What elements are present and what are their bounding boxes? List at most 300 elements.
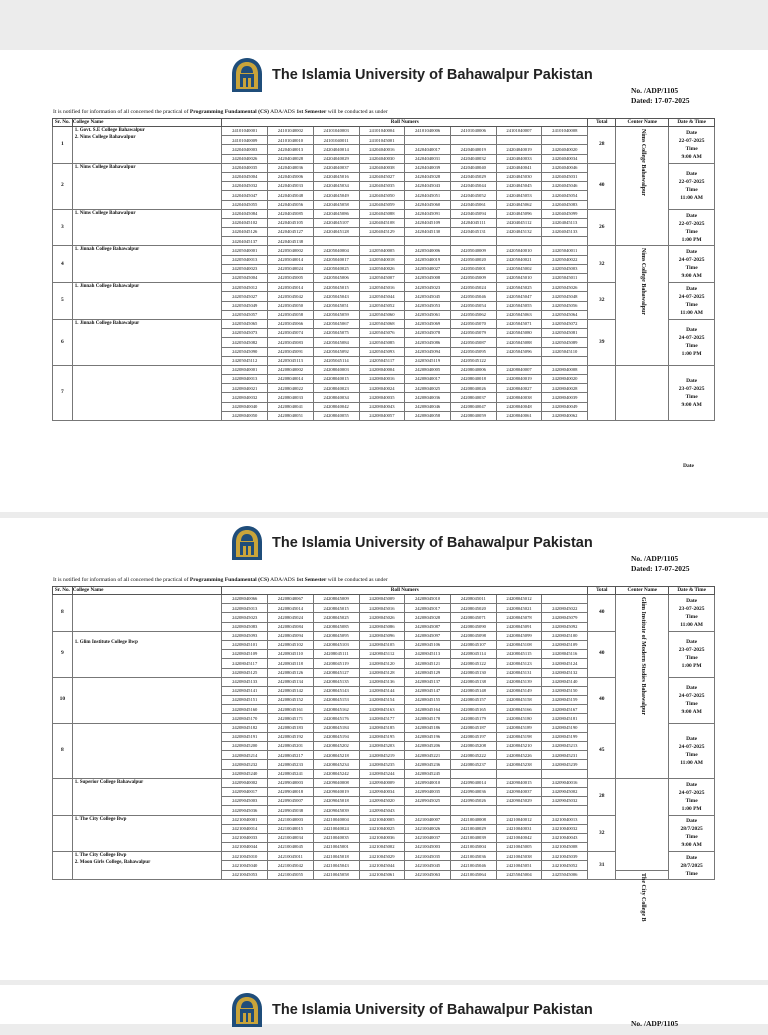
roll-number-cell: 24204045088 bbox=[359, 209, 405, 218]
roll-number-cell: 24208040049 bbox=[542, 402, 588, 411]
roll-number-cell: 24208045147 bbox=[405, 686, 451, 695]
roll-number-cell: 24209040016 bbox=[542, 778, 588, 787]
roll-number-cell: 24208045014 bbox=[268, 604, 314, 613]
roll-number-cell: 24208045241 bbox=[268, 769, 314, 778]
roll-number-cell: 24208040038 bbox=[496, 393, 542, 402]
roll-number-cell: 24208040047 bbox=[450, 402, 496, 411]
roll-number-cell: 24205045073 bbox=[222, 329, 268, 338]
roll-number-cell: 24205045014 bbox=[268, 283, 314, 292]
roll-number-cell: 24209045007 bbox=[268, 797, 314, 806]
roll-number-cell bbox=[496, 356, 542, 365]
roll-number-cell: 24209040035 bbox=[405, 787, 451, 796]
college-name-cell bbox=[72, 677, 222, 723]
roll-number-cell: 24210045011 bbox=[268, 852, 314, 861]
roll-number-cell: 24205045027 bbox=[222, 292, 268, 301]
roll-number-cell: 24204045138 bbox=[268, 237, 314, 246]
roll-number-cell: 24208040048 bbox=[496, 402, 542, 411]
roll-number-cell: 24101040004 bbox=[359, 127, 405, 136]
roll-number-cell: 24210040035 bbox=[313, 833, 359, 842]
roll-number-cell: 24208045119 bbox=[313, 659, 359, 668]
roll-number-cell bbox=[313, 237, 359, 246]
roll-number-cell: 24208040026 bbox=[450, 384, 496, 393]
roll-number-cell: 24209040036 bbox=[450, 787, 496, 796]
roll-number-cell: 24205045117 bbox=[359, 356, 405, 365]
roll-number-cell: 24204040034 bbox=[542, 154, 588, 163]
roll-number-cell: 24208045016 bbox=[359, 604, 405, 613]
roll-number-cell: 24208040008 bbox=[542, 365, 588, 374]
roll-number-cell: 24208045022 bbox=[542, 604, 588, 613]
roll-number-cell: 24208045234 bbox=[313, 760, 359, 769]
roll-number-cell: 24208045135 bbox=[313, 677, 359, 686]
table-header-row bbox=[53, 119, 715, 127]
roll-number-cell: 24205045110 bbox=[542, 347, 588, 356]
roll-number-cell: 24205045071 bbox=[496, 319, 542, 328]
roll-number-cell: 24208045177 bbox=[359, 714, 405, 723]
roll-number-cell: 24208040019 bbox=[496, 375, 542, 384]
notice-text: It is notified for information of all concerned the practical of Programming Fundamental (CS) ADA/ADS 1st Semester will be conducted as under bbox=[53, 577, 388, 583]
roll-number-cell: 24205045051 bbox=[313, 301, 359, 310]
total-cell: 40 bbox=[588, 631, 616, 677]
roll-number-cell: 24204045099 bbox=[542, 209, 588, 218]
roll-number-cell bbox=[450, 136, 496, 145]
roll-number-cell: 24208045101 bbox=[222, 640, 268, 649]
roll-number-cell: 24208045210 bbox=[496, 742, 542, 751]
date-time-cell: Date 24-07-2025 Time 9:00 AM bbox=[669, 246, 715, 283]
roll-number-cell: 24208045171 bbox=[268, 714, 314, 723]
roll-number-cell: 24208045191 bbox=[222, 732, 268, 741]
roll-number-cell: 24208040014 bbox=[268, 375, 314, 384]
roll-number-cell: 24208045132 bbox=[542, 668, 588, 677]
roll-number-cell: 24205045083 bbox=[268, 338, 314, 347]
roll-number-cell: 24208045217 bbox=[268, 751, 314, 760]
roll-number-cell: 24204040037 bbox=[313, 163, 359, 172]
roll-number-cell: 24208040006 bbox=[450, 365, 496, 374]
roll-number-cell bbox=[542, 356, 588, 365]
roll-number-cell: 24204040029 bbox=[313, 154, 359, 163]
roll-number-cell: 24208040055 bbox=[313, 411, 359, 420]
sr-no-cell: 10 bbox=[53, 677, 73, 723]
roll-number-cell: 24208045013 bbox=[222, 604, 268, 613]
center-name-label: The City College B bbox=[640, 872, 646, 922]
roll-number-cell: 24205045049 bbox=[222, 301, 268, 310]
roll-number-cell: 24209045020 bbox=[359, 797, 405, 806]
roll-number-cell: 24208045091 bbox=[496, 622, 542, 631]
college-name-cell: 1. The City College Bwp 2. Moon Girls College, Bahawalpur bbox=[72, 852, 222, 880]
roll-number-cell: 24205045072 bbox=[542, 319, 588, 328]
roll-number-cell: 24210040024 bbox=[313, 824, 359, 833]
roll-number-cell: 24210045042 bbox=[268, 861, 314, 870]
document-page bbox=[0, 50, 768, 512]
reference-number: No. /ADP/1105 bbox=[631, 86, 679, 95]
roll-number-cell: 24208045157 bbox=[450, 696, 496, 705]
roll-number-cell: 24205045015 bbox=[313, 283, 359, 292]
document-page bbox=[0, 985, 768, 1028]
reference-block bbox=[631, 554, 690, 573]
roll-number-cell: 24209040010 bbox=[405, 778, 451, 787]
roll-number-cell: 24205045057 bbox=[222, 310, 268, 319]
date-time-header: Date & Time bbox=[669, 587, 715, 595]
roll-number-cell: 24208045109 bbox=[222, 650, 268, 659]
roll-number-cell: 24204045027 bbox=[359, 172, 405, 181]
roll-number-cell: 24208045087 bbox=[405, 622, 451, 631]
roll-number-cell: 24208045106 bbox=[405, 640, 451, 649]
roll-number-cell: 24204045109 bbox=[405, 218, 451, 227]
roll-number-cell: 24204045043 bbox=[405, 182, 451, 191]
roll-number-cell: 24208045084 bbox=[268, 622, 314, 631]
roll-number-cell: 24208045024 bbox=[268, 613, 314, 622]
roll-number-cell: 24208045186 bbox=[405, 723, 451, 732]
roll-number-cell: 24208040003 bbox=[313, 365, 359, 374]
roll-number-cell: 24204045096 bbox=[496, 209, 542, 218]
roll-number-cell: 24210045008 bbox=[542, 843, 588, 852]
roll-number-cell: 24209040002 bbox=[222, 778, 268, 787]
roll-number-cell: 24204040019 bbox=[496, 145, 542, 154]
reference-number: No. /ADP/1105 bbox=[631, 1019, 679, 1028]
roll-number-cell: 24204040017 bbox=[405, 145, 451, 154]
table-header-row bbox=[53, 587, 715, 595]
roll-number-cell: 24204045085 bbox=[268, 209, 314, 218]
total-cell: 32 bbox=[588, 815, 616, 852]
roll-number-cell: 24205040006 bbox=[405, 246, 451, 255]
roll-number-cell: 24209045043 bbox=[359, 806, 405, 815]
roll-number-cell: 24204045084 bbox=[222, 209, 268, 218]
roll-number-cell: 24208040035 bbox=[359, 393, 405, 402]
roll-number-cell: 24204040035 bbox=[222, 163, 268, 172]
roll-number-cell: 24209045025 bbox=[405, 797, 451, 806]
roll-number-cell: 24205045005 bbox=[268, 274, 314, 283]
total-cell: 32 bbox=[588, 246, 616, 283]
roll-number-cell: 24205045023 bbox=[405, 283, 451, 292]
roll-number-cell: 24204045060 bbox=[405, 200, 451, 209]
table-row bbox=[53, 365, 715, 374]
course-name: Programming Fundamental (CS) bbox=[189, 109, 269, 115]
roll-number-cell: 24209040015 bbox=[496, 778, 542, 787]
college-name-cell bbox=[72, 595, 222, 632]
roll-number-cell: 24208040013 bbox=[222, 375, 268, 384]
roll-number-cell bbox=[542, 136, 588, 145]
roll-number-cell: 24208040015 bbox=[313, 375, 359, 384]
roll-number-cell: 24210045043 bbox=[313, 861, 359, 870]
roll-number-cell bbox=[542, 806, 588, 815]
roll-number-cell: 24208045183 bbox=[268, 723, 314, 732]
roll-number-cell: 24208045096 bbox=[359, 631, 405, 640]
roll-number-cell: 24208045120 bbox=[359, 659, 405, 668]
roll-number-cell: 24208045093 bbox=[222, 631, 268, 640]
roll-number-cell: 24204045113 bbox=[542, 218, 588, 227]
total-header: Total bbox=[588, 587, 616, 595]
roll-number-cell bbox=[405, 237, 451, 246]
roll-number-cell: 24210045036 bbox=[450, 852, 496, 861]
roll-number-cell: 24205045085 bbox=[359, 338, 405, 347]
roll-number-cell: 24208045190 bbox=[542, 723, 588, 732]
page-header bbox=[230, 50, 593, 100]
roll-number-cell: 24204040036 bbox=[268, 163, 314, 172]
date-time-cell: Date 23-07-2025 Time 11:00 AM bbox=[669, 595, 715, 632]
roll-number-cell: 24205040005 bbox=[359, 246, 405, 255]
roll-number-cell: 24205040009 bbox=[450, 246, 496, 255]
roll-number-cell: 24208045236 bbox=[405, 760, 451, 769]
roll-number-cell: 24204045004 bbox=[222, 172, 268, 181]
roll-number-cell: 24205045053 bbox=[405, 301, 451, 310]
roll-number-cell: 24210040012 bbox=[496, 815, 542, 824]
total-cell: 39 bbox=[588, 319, 616, 365]
sr-no-header: Sr. No. bbox=[53, 119, 73, 127]
roll-number-cell: 24208045140 bbox=[542, 677, 588, 686]
roll-number-cell: 24208045105 bbox=[359, 640, 405, 649]
roll-number-cell: 24208045141 bbox=[222, 686, 268, 695]
roll-number-cell: 24209040019 bbox=[313, 787, 359, 796]
table-row bbox=[53, 246, 715, 255]
roll-number-cell: 24204040019 bbox=[450, 145, 496, 154]
roll-number-cell: 24209040003 bbox=[268, 778, 314, 787]
roll-number-cell: 24208045139 bbox=[496, 677, 542, 686]
roll-number-cell: 24205040002 bbox=[268, 246, 314, 255]
roll-number-cell: 24208040040 bbox=[222, 402, 268, 411]
roll-number-cell: 24208045083 bbox=[222, 622, 268, 631]
roll-number-cell: 24205045096 bbox=[496, 347, 542, 356]
roll-number-cell bbox=[359, 237, 405, 246]
roll-number-cell: 24204045055 bbox=[222, 200, 268, 209]
roll-number-cell: 24204045029 bbox=[450, 172, 496, 181]
roll-number-cell: 24208040021 bbox=[222, 384, 268, 393]
roll-number-cell: 24205045063 bbox=[496, 310, 542, 319]
roll-number-cell: 24205045095 bbox=[450, 347, 496, 356]
roll-number-cell: 24210040003 bbox=[268, 815, 314, 824]
roll-number-cell: 24205040017 bbox=[313, 255, 359, 264]
roll-number-cell: 24101040007 bbox=[496, 127, 542, 136]
roll-number-cell: 24209045039 bbox=[313, 806, 359, 815]
center-name-cell bbox=[616, 127, 669, 246]
roll-number-cell: 24210045061 bbox=[359, 870, 405, 879]
roll-number-cell: 24208045115 bbox=[496, 650, 542, 659]
roll-number-cell: 24208040042 bbox=[313, 402, 359, 411]
roll-number-cell: 24101040009 bbox=[222, 136, 268, 145]
college-name-cell: 1. The City College Bwp bbox=[72, 815, 222, 852]
roll-number-cell: 24205040010 bbox=[496, 246, 542, 255]
table-row bbox=[53, 778, 715, 787]
roll-number-cell: 24205045001 bbox=[450, 264, 496, 273]
roll-number-cell: 24205045074 bbox=[268, 329, 314, 338]
roll-number-cell: 24208040022 bbox=[268, 384, 314, 393]
date-time-cell: Date 23-07-2025 Time 9:00 AM bbox=[669, 365, 715, 420]
roll-number-cell: 24208045198 bbox=[496, 732, 542, 741]
roll-number-cell: 24208040067 bbox=[268, 595, 314, 604]
roll-number-cell: 24205045114 bbox=[313, 356, 359, 365]
reference-number: No. /ADP/1105 bbox=[631, 554, 679, 563]
roll-number-cell: 24101040008 bbox=[542, 127, 588, 136]
date-time-cell: Date 22-07-2025 Time 9:00 AM bbox=[669, 127, 715, 164]
roll-number-cell: 24204045129 bbox=[359, 228, 405, 237]
total-cell: 40 bbox=[588, 677, 616, 723]
total-cell: 40 bbox=[588, 595, 616, 632]
roll-number-cell: 24208045071 bbox=[450, 613, 496, 622]
roll-number-cell: 24205040004 bbox=[313, 246, 359, 255]
roll-number-cell: 24205045067 bbox=[313, 319, 359, 328]
roll-number-cell: 24210045002 bbox=[359, 843, 405, 852]
date-label: Date bbox=[683, 463, 694, 469]
roll-number-cell: 24210040001 bbox=[222, 815, 268, 824]
total-cell: 32 bbox=[588, 283, 616, 320]
roll-number-cell: 24208045161 bbox=[268, 705, 314, 714]
roll-number-cell: 24205045024 bbox=[450, 283, 496, 292]
center-name-label: Nims College Bahawalpur bbox=[640, 248, 646, 316]
roll-number-cell: 24210040005 bbox=[359, 815, 405, 824]
date-time-cell: Date 24-07-2025 Time 11:00 AM bbox=[669, 283, 715, 320]
roll-number-cell: 24208045164 bbox=[405, 705, 451, 714]
roll-number-cell: 24208045114 bbox=[450, 650, 496, 659]
roll-number-cell: 24204045053 bbox=[496, 191, 542, 200]
date-time-cell: Date 24-07-2025 Time 1:00 PM bbox=[669, 319, 715, 365]
roll-number-cell: 24208045242 bbox=[313, 769, 359, 778]
roll-number-cell: 24208045176 bbox=[313, 714, 359, 723]
total-cell: 26 bbox=[588, 209, 616, 246]
roll-number-cell: 24208045196 bbox=[405, 732, 451, 741]
center-name-label: Glim Institute of Modern Studies Bahawalpur bbox=[640, 597, 646, 716]
university-logo-icon bbox=[230, 56, 264, 94]
roll-number-cell: 24208045235 bbox=[359, 760, 405, 769]
roll-number-cell: 24205045090 bbox=[222, 347, 268, 356]
roll-number-cell: 24209045026 bbox=[450, 797, 496, 806]
roll-number-cell: 24208045158 bbox=[496, 696, 542, 705]
roll-number-cell: 24208045113 bbox=[405, 650, 451, 659]
roll-number-cell: 24210045018 bbox=[313, 852, 359, 861]
roll-number-cell: 24205040019 bbox=[405, 255, 451, 264]
roll-number-cell: 24210045003 bbox=[405, 843, 451, 852]
roll-number-cell: 24209040008 bbox=[313, 778, 359, 787]
roll-number-cell: 24205045054 bbox=[450, 301, 496, 310]
roll-number-cell: 24208040004 bbox=[359, 365, 405, 374]
roll-number-cell: 24205045087 bbox=[450, 338, 496, 347]
roll-number-cell: 24210045005 bbox=[496, 843, 542, 852]
roll-number-cell: 24209045038 bbox=[268, 806, 314, 815]
roll-numbers-header: Roll Numers bbox=[222, 587, 588, 595]
roll-number-cell: 24209045032 bbox=[542, 797, 588, 806]
sr-no-cell: 1 bbox=[53, 127, 73, 164]
roll-number-cell: 24204045107 bbox=[313, 218, 359, 227]
roll-number-cell: 24208045097 bbox=[405, 631, 451, 640]
roll-number-cell: 24205045113 bbox=[268, 356, 314, 365]
roll-number-cell: 24208040059 bbox=[450, 411, 496, 420]
roll-number-cell: 24204040039 bbox=[405, 163, 451, 172]
roll-number-cell: 24208045239 bbox=[542, 760, 588, 769]
roll-number-cell: 24204045091 bbox=[405, 209, 451, 218]
roll-number-cell: 24205045080 bbox=[496, 329, 542, 338]
roll-number-cell: 24208045185 bbox=[359, 723, 405, 732]
roll-number-cell: 24208045184 bbox=[313, 723, 359, 732]
roll-number-cell: 24208045214 bbox=[222, 751, 268, 760]
roll-number-cell: 24208045116 bbox=[542, 650, 588, 659]
roll-number-cell: 24208045142 bbox=[268, 686, 314, 695]
roll-number-cell: 24208045138 bbox=[450, 677, 496, 686]
university-title: The Islamia University of Bahawalpur Pakistan bbox=[272, 1002, 593, 1018]
roll-number-cell: 24205045004 bbox=[222, 274, 268, 283]
college-name-cell: 1. Nims College Bahawalpur bbox=[72, 163, 222, 209]
center-name-header: Center Name bbox=[616, 119, 669, 127]
roll-number-cell: 24205045059 bbox=[313, 310, 359, 319]
roll-number-cell: 24208040039 bbox=[542, 393, 588, 402]
roll-number-cell: 24101040003 bbox=[313, 127, 359, 136]
roll-number-cell: 24205045062 bbox=[450, 310, 496, 319]
roll-number-cell: 24101040006 bbox=[405, 127, 451, 136]
roll-number-cell: 24205045069 bbox=[405, 319, 451, 328]
roll-number-cell: 24205045058 bbox=[268, 310, 314, 319]
roll-number-cell: 24208045078 bbox=[496, 613, 542, 622]
roll-number-cell: 24210040036 bbox=[359, 833, 405, 842]
center-name-cell bbox=[616, 595, 669, 779]
college-name-cell: 1. Glim Institute College Bwp bbox=[72, 631, 222, 677]
college-name-header: College Name bbox=[72, 119, 222, 127]
roll-number-cell: 24208045182 bbox=[222, 723, 268, 732]
roll-number-cell: 24210045053 bbox=[222, 870, 268, 879]
roll-number-cell: 24208040020 bbox=[542, 375, 588, 384]
roll-number-cell: 24209040009 bbox=[359, 778, 405, 787]
roll-number-cell: 24204045045 bbox=[496, 182, 542, 191]
roll-number-cell: 24204045031 bbox=[542, 172, 588, 181]
sr-no-cell: 6 bbox=[53, 319, 73, 365]
roll-number-cell: 24204045016 bbox=[313, 172, 359, 181]
college-name-cell bbox=[72, 365, 222, 420]
roll-number-cell: 24210040033 bbox=[222, 833, 268, 842]
roll-number-cell: 24208045187 bbox=[450, 723, 496, 732]
roll-number-cell: 24210045046 bbox=[450, 861, 496, 870]
roll-number-cell: 24205045002 bbox=[496, 264, 542, 273]
roll-number-cell: 24208045237 bbox=[450, 760, 496, 769]
roll-number-cell: 24205045045 bbox=[405, 292, 451, 301]
roll-number-cell: 24209045003 bbox=[222, 797, 268, 806]
roll-number-cell: 24208040037 bbox=[450, 393, 496, 402]
university-title: The Islamia University of Bahawalpur Pakistan bbox=[272, 67, 593, 83]
roll-number-cell: 24208045192 bbox=[268, 732, 314, 741]
roll-number-cell: 24208045180 bbox=[496, 714, 542, 723]
roll-number-cell: 24208040062 bbox=[542, 411, 588, 420]
roll-number-cell: 24101040010 bbox=[268, 136, 314, 145]
sr-no-cell: 9 bbox=[53, 631, 73, 677]
roll-number-cell: 24210045051 bbox=[496, 861, 542, 870]
roll-number-cell: 24255045006 bbox=[542, 870, 588, 879]
roll-number-cell: 24205040001 bbox=[222, 246, 268, 255]
roll-number-cell: 24210040043 bbox=[542, 833, 588, 842]
roll-number-cell: 24204045062 bbox=[496, 200, 542, 209]
roll-number-cell: 24208045094 bbox=[268, 631, 314, 640]
roll-number-cell: 24208045017 bbox=[405, 604, 451, 613]
roll-number-cell: 24208045189 bbox=[496, 723, 542, 732]
roll-number-cell: 24208045010 bbox=[405, 595, 451, 604]
roll-number-cell: 24208045107 bbox=[450, 640, 496, 649]
roll-number-cell: 24205045008 bbox=[405, 274, 451, 283]
roll-number-cell: 24208045166 bbox=[496, 705, 542, 714]
roll-number-cell: 24208045009 bbox=[359, 595, 405, 604]
roll-number-cell: 24205045093 bbox=[359, 347, 405, 356]
roll-number-cell: 24208040025 bbox=[405, 384, 451, 393]
roll-number-cell: 24208045150 bbox=[542, 686, 588, 695]
sr-no-header: Sr. No. bbox=[53, 587, 73, 595]
roll-number-cell: 24204045052 bbox=[450, 191, 496, 200]
roll-number-cell: 24204045054 bbox=[542, 191, 588, 200]
college-name-cell: 1. Superior College Bahawalpur bbox=[72, 778, 222, 815]
roll-number-cell: 24208040032 bbox=[222, 393, 268, 402]
roll-number-cell: 24208045126 bbox=[268, 668, 314, 677]
roll-number-cell: 24208045149 bbox=[496, 686, 542, 695]
roll-number-cell: 24204045130 bbox=[405, 228, 451, 237]
roll-number-cell: 24208045108 bbox=[496, 640, 542, 649]
roll-number-cell: 24210045052 bbox=[542, 861, 588, 870]
roll-number-cell: 24204045112 bbox=[496, 218, 542, 227]
roll-number-cell: 24204040032 bbox=[450, 154, 496, 163]
roll-number-cell: 24204040041 bbox=[496, 163, 542, 172]
roll-number-cell: 24210040029 bbox=[450, 824, 496, 833]
roll-number-cell: 24204045137 bbox=[222, 237, 268, 246]
roll-number-cell: 24205045079 bbox=[450, 329, 496, 338]
